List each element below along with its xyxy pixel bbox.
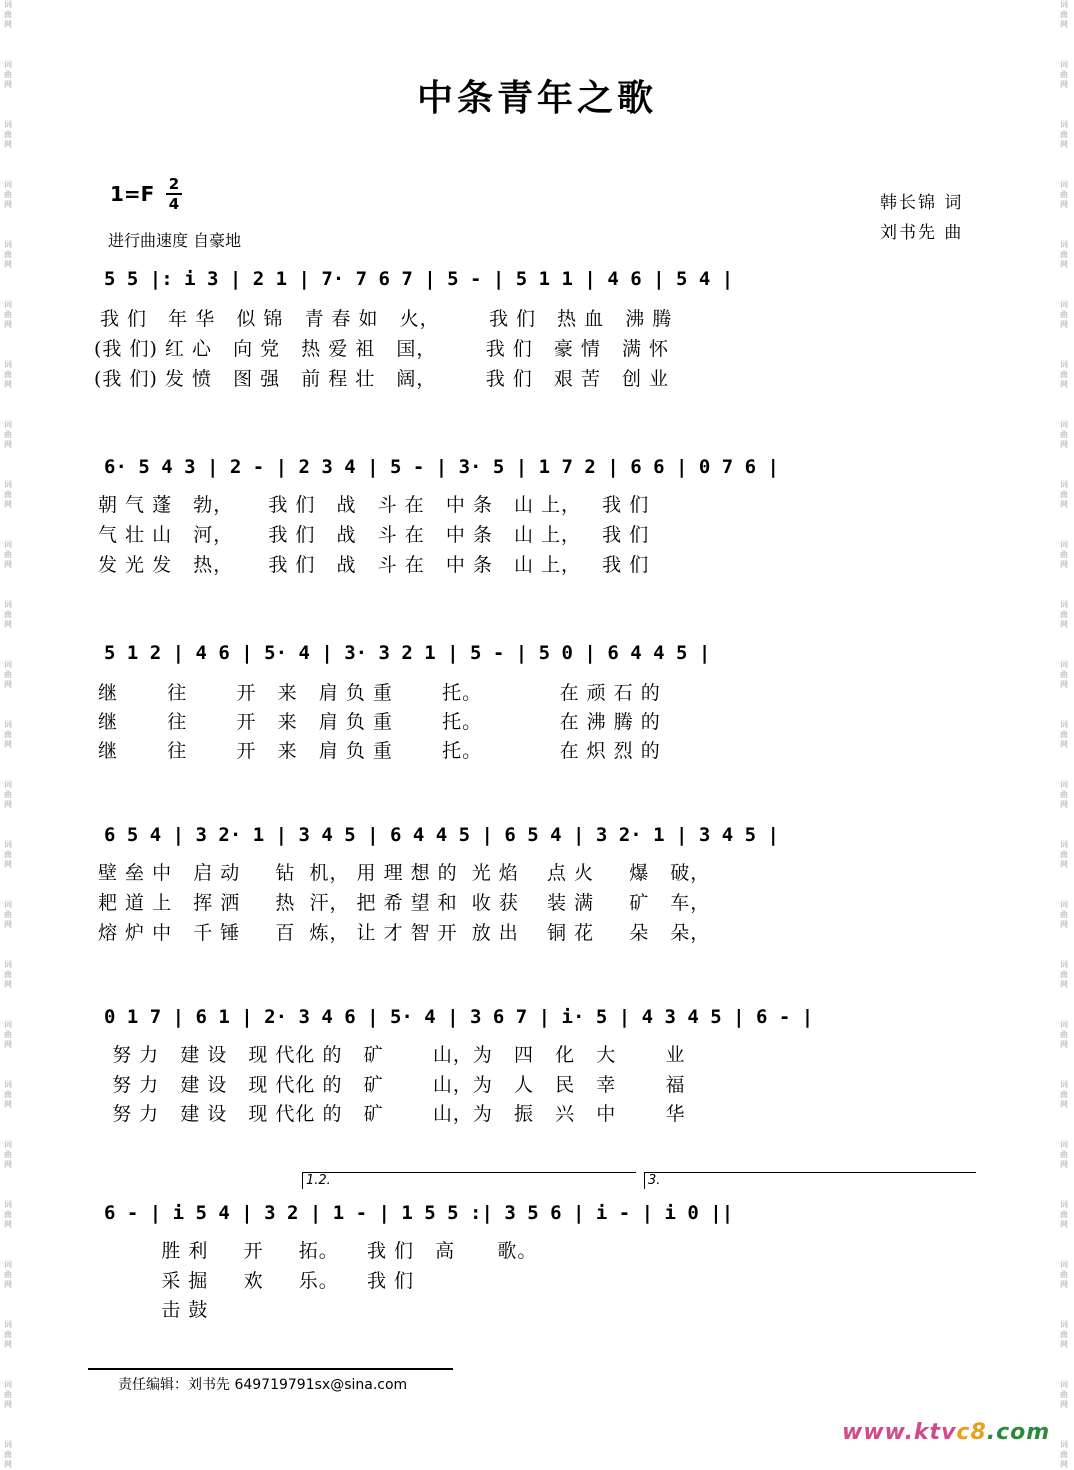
lyricist-credit: 韩长锦 词 <box>880 193 964 213</box>
side-watermark-mark: 词曲网 <box>4 900 12 929</box>
side-watermark-mark: 词曲网 <box>1060 1200 1068 1229</box>
key-signature: 1=F <box>110 182 155 206</box>
side-watermark-mark: 词曲网 <box>1060 420 1068 449</box>
volta-first-ending: 1.2. <box>302 1172 636 1189</box>
side-watermark-mark: 词曲网 <box>1060 1260 1068 1289</box>
side-watermark-mark: 词曲网 <box>1060 1440 1068 1469</box>
lyrics-system-6-verse-3: 击 鼓 <box>98 1299 209 1321</box>
side-watermark-mark: 词曲网 <box>4 1260 12 1289</box>
side-watermark-mark: 词曲网 <box>1060 240 1068 269</box>
side-watermark-mark: 词曲网 <box>1060 780 1068 809</box>
notes-system-5: 0 1 7 | 6 1 | 2· 3 4 6 | 5· 4 | 3 6 7 | i· 5 | 4 3 4 5 | 6 - | <box>104 1006 814 1028</box>
notes-system-2: 6· 5 4 3 | 2 - | 2 3 4 | 5 - | 3· 5 | 1 7 2 | 6 6 | 0 7 6 | <box>104 456 779 478</box>
side-watermark-mark: 词曲网 <box>4 300 12 329</box>
lyrics-system-4-verse-3: 熔 炉 中 千 锤 百 炼， 让 才 智 开 放 出 铜 花 朵 朵， <box>98 922 711 944</box>
lyrics-system-6-verse-2: 采 掘 欢 乐。 我 们 <box>98 1270 414 1292</box>
side-watermark-mark: 词曲网 <box>4 60 12 89</box>
lyrics-system-3-verse-2: 继 往 开 来 肩 负 重 托。 在 沸 腾 的 <box>98 711 661 733</box>
side-watermark-mark: 词曲网 <box>4 420 12 449</box>
right-watermark-strip <box>1056 0 1074 1470</box>
side-watermark-mark: 词曲网 <box>1060 120 1068 149</box>
side-watermark-mark: 词曲网 <box>1060 1020 1068 1049</box>
side-watermark-mark: 词曲网 <box>4 1440 12 1469</box>
side-watermark-mark: 词曲网 <box>1060 840 1068 869</box>
lyrics-system-4-verse-1: 壁 垒 中 启 动 钻 机， 用 理 想 的 光 焰 点 火 爆 破， <box>98 862 711 884</box>
side-watermark-mark: 词曲网 <box>4 1140 12 1169</box>
side-watermark-mark: 词曲网 <box>4 120 12 149</box>
lyrics-system-6-verse-1: 胜 利 开 拓。 我 们 高 歌。 <box>98 1240 538 1262</box>
side-watermark-mark: 词曲网 <box>4 1320 12 1349</box>
lyrics-system-4-verse-2: 耙 道 上 挥 洒 热 汗， 把 希 望 和 收 获 装 满 矿 车， <box>98 892 711 914</box>
side-watermark-mark: 词曲网 <box>1060 960 1068 989</box>
side-watermark-mark: 词曲网 <box>4 240 12 269</box>
side-watermark-mark: 词曲网 <box>4 720 12 749</box>
notes-system-3: 5 1 2 | 4 6 | 5· 4 | 3· 3 2 1 | 5 - | 5 0 | 6 4 4 5 | <box>104 642 711 664</box>
side-watermark-mark: 词曲网 <box>4 840 12 869</box>
side-watermark-mark: 词曲网 <box>4 780 12 809</box>
lyrics-system-5-verse-2: 努 力 建 设 现 代化 的 矿 山，为 人 民 幸 福 <box>98 1074 686 1096</box>
side-watermark-mark: 词曲网 <box>4 1080 12 1109</box>
song-title: 中条青年之歌 <box>416 77 657 119</box>
side-watermark-mark: 词曲网 <box>4 960 12 989</box>
notes-system-4: 6 5 4 | 3 2· 1 | 3 4 5 | 6 4 4 5 | 6 5 4 | 3 2· 1 | 3 4 5 | <box>104 824 779 846</box>
side-watermark-mark: 词曲网 <box>1060 660 1068 689</box>
side-watermark-mark: 词曲网 <box>1060 360 1068 389</box>
lyrics-system-1-verse-1: 我 们 年 华 似 锦 青 春 如 火， 我 们 热 血 沸 腾 <box>100 308 673 330</box>
editor-credit: 责任编辑：刘书先 649719791sx@sina.com <box>118 1377 408 1393</box>
side-watermark-mark: 词曲网 <box>1060 1380 1068 1409</box>
time-signature <box>166 176 182 212</box>
side-watermark-mark: 词曲网 <box>1060 600 1068 629</box>
side-watermark-mark: 词曲网 <box>1060 1080 1068 1109</box>
lyrics-system-1-verse-3: (我 们) 发 愤 图 强 前 程 壮 阔， 我 们 艰 苦 创 业 <box>94 368 670 390</box>
side-watermark-mark: 词曲网 <box>4 1020 12 1049</box>
lyrics-system-3-verse-3: 继 往 开 来 肩 负 重 托。 在 炽 烈 的 <box>98 740 661 762</box>
volta-third-ending: 3. <box>644 1172 976 1189</box>
side-watermark-mark: 词曲网 <box>1060 0 1068 29</box>
notes-system-1: 5 5 |: i 3 | 2 1 | 7· 7 6 7 | 5 - | 5 1 1 | 4 6 | 5 4 | <box>104 268 734 290</box>
lyrics-system-2-verse-1: 朝 气 蓬 勃， 我 们 战 斗 在 中 条 山 上， 我 们 <box>98 494 650 516</box>
lyrics-system-5-verse-1: 努 力 建 设 现 代化 的 矿 山，为 四 化 大 业 <box>98 1044 686 1066</box>
site-watermark-logo <box>842 1420 1050 1445</box>
watermark-part-c: .com <box>986 1420 1051 1445</box>
side-watermark-mark: 词曲网 <box>4 660 12 689</box>
time-bottom: 4 <box>168 195 180 213</box>
lyrics-system-5-verse-3: 努 力 建 设 现 代化 的 矿 山，为 振 兴 中 华 <box>98 1103 686 1125</box>
side-watermark-mark: 词曲网 <box>4 480 12 509</box>
side-watermark-mark: 词曲网 <box>1060 720 1068 749</box>
side-watermark-mark: 词曲网 <box>1060 1140 1068 1169</box>
side-watermark-mark: 词曲网 <box>4 1200 12 1229</box>
side-watermark-mark: 词曲网 <box>1060 300 1068 329</box>
time-top: 2 <box>168 175 180 193</box>
side-watermark-mark: 词曲网 <box>4 540 12 569</box>
side-watermark-mark: 词曲网 <box>4 1380 12 1409</box>
lyrics-system-2-verse-3: 发 光 发 热， 我 们 战 斗 在 中 条 山 上， 我 们 <box>98 554 650 576</box>
lyrics-system-1-verse-2: (我 们) 红 心 向 党 热 爱 祖 国， 我 们 豪 情 满 怀 <box>94 338 670 360</box>
watermark-part-a: www.ktv <box>842 1420 957 1445</box>
footer-divider <box>88 1368 453 1370</box>
left-watermark-strip <box>0 0 18 1470</box>
side-watermark-mark: 词曲网 <box>1060 60 1068 89</box>
watermark-part-b: c8 <box>956 1420 987 1445</box>
side-watermark-mark: 词曲网 <box>4 360 12 389</box>
side-watermark-mark: 词曲网 <box>1060 540 1068 569</box>
side-watermark-mark: 词曲网 <box>4 0 12 29</box>
side-watermark-mark: 词曲网 <box>1060 900 1068 929</box>
lyrics-system-2-verse-2: 气 壮 山 河， 我 们 战 斗 在 中 条 山 上， 我 们 <box>98 524 650 546</box>
lyrics-system-3-verse-1: 继 往 开 来 肩 负 重 托。 在 顽 石 的 <box>98 682 661 704</box>
tempo-marking: 进行曲速度 自豪地 <box>108 231 242 250</box>
notes-system-6: 6 - | i 5 4 | 3 2 | 1 - | 1 5 5 :| 3 5 6 | i - | i 0 || <box>104 1202 734 1224</box>
side-watermark-mark: 词曲网 <box>4 600 12 629</box>
composer-credit: 刘书先 曲 <box>880 223 964 243</box>
side-watermark-mark: 词曲网 <box>1060 1320 1068 1349</box>
side-watermark-mark: 词曲网 <box>1060 180 1068 209</box>
side-watermark-mark: 词曲网 <box>4 180 12 209</box>
side-watermark-mark: 词曲网 <box>1060 480 1068 509</box>
